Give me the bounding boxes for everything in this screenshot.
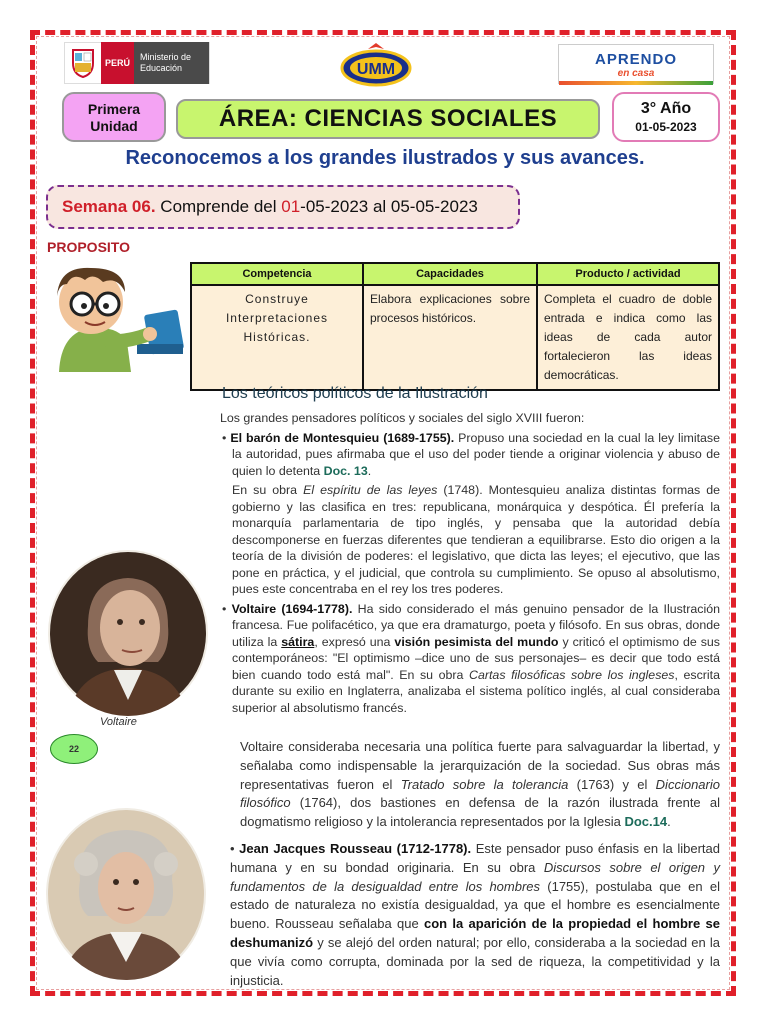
voltaire-text-d: , escrita durante su exilio en Inglaterra, analizaba el sistema político inglés, al cual consideraba superior al absolutismo francés.: [232, 667, 720, 715]
voltaire-portrait: [48, 550, 208, 716]
page-number-badge: 22: [50, 734, 98, 764]
cartas-filosoficas-title: Cartas filosóficas sobre los ingleses: [469, 667, 675, 682]
date-label: 01-05-2023: [635, 120, 697, 134]
proposito-heading: PROPOSITO: [47, 239, 130, 255]
cell-competencia: Construye Interpretaciones Históricas.: [191, 285, 363, 390]
voltaire-text-a: Ha sido considerado el más genuino pensador de la Ilustración francesa. Fue polifacético, ya que era dramaturgo, poeta y filósofo. En sus obras, donde utiliza la: [232, 601, 720, 649]
propiedad-deshumanizo: con la aparición de la propiedad el hombre se deshumanizó: [230, 916, 720, 950]
tratado-tolerancia-title: Tratado sobre la tolerancia: [400, 776, 569, 792]
voltaire-p2-end: .: [667, 814, 671, 830]
page-title: Reconocemos a los grandes ilustrados y sus avances.: [125, 147, 645, 169]
header-capacidades: Capacidades: [363, 263, 537, 285]
montesquieu-p2-b: (1748). Montesquieu analiza distintas formas de gobierno y las clasifica en tres: republicana, monárquica y despótica. Él prefería la monarquía parlamentaria de tipo inglés, y pensaba que la autoridad debía descomponerse en fuerzas diferentes que tendieran a equilibrarse. Esto dio origen a la teoría de la división de poderes: el legislativo, que dicta las leyes; el ejecutivo, que las pone en práctica, y el judicial, que controla su cumplimiento. Se opuso al absolutismo, pues este concentraba en el rey los tres poderes.: [232, 483, 721, 596]
week-box: [46, 185, 520, 229]
week-text-a: Comprende del: [155, 197, 282, 216]
competency-table: [190, 262, 720, 391]
rousseau-paragraph: • Jean Jacques Rousseau (1712-1778). Este pensador puso énfasis en la libertad humana y en su bondad originaria. En su obra Discursos sobre el origen y fundamentos de la desigualdad entre los hombres (1755), postulaba que en el estado de naturaleza no existía desigualdad, ya que el hombre es esencialmente bueno. Rousseau señalaba que con la aparición de la propiedad el hombre se deshumanizó y se alejó del orden natural; por ello, consideraba a la sociedad en la que vivía como corrupta, dominada por la sed de riqueza, la competitividad y la injusticia.: [230, 840, 720, 988]
aprendo-en-casa-logo: [558, 44, 714, 84]
peru-shield-icon: [68, 45, 98, 81]
satira-term: sátira: [281, 634, 315, 649]
voltaire-paragraph: • Voltaire (1694-1778). Ha sido considerado el más genuino pensador de la Ilustración francesa. Fue polifacético, ya que era dramaturgo, poeta y filósofo. En sus obras, donde utiliza la sátira, expresó una visión pesimista del mundo y criticó el optimismo de sus contemporáneos: "El optimismo –dice uno de sus personajes– es decir que todo está bien cuando todo está mal". En su obra Cartas filosóficas sobre los ingleses, escrita durante su exilio en Inglaterra, analizaba el sistema político inglés, al cual consideraba superior al absolutismo francés.: [222, 601, 720, 715]
peru-label: PERÚ: [101, 42, 134, 84]
rousseau-portrait: [46, 808, 206, 980]
header-producto: Producto / actividad: [537, 263, 719, 285]
rousseau-text-a: Este pensador puso énfasis en la libertad humana y en su bondad originaria. En su obra: [230, 840, 720, 875]
montesquieu-end: .: [367, 463, 372, 478]
week-label: Semana 06.: [62, 197, 156, 216]
student-illustration: [45, 262, 187, 372]
aprendo-label: APRENDO: [594, 51, 677, 68]
cell-capacidades: Elabora explicaciones sobre procesos históricos.: [363, 285, 537, 390]
header-competencia: Competencia: [191, 263, 363, 285]
school-logo: [340, 42, 412, 88]
section-body: [220, 410, 720, 719]
montesquieu-paragraph-2: [220, 482, 720, 598]
unit-line2: Unidad: [90, 118, 138, 134]
section-intro: Los grandes pensadores políticos y sociales del siglo XVIII fueron:: [220, 411, 585, 425]
table-header-row: [191, 263, 719, 285]
grade-label: 3° Año: [640, 100, 692, 117]
table-row: [191, 285, 719, 390]
year-badge: [612, 92, 720, 142]
ministry-logo: [64, 42, 210, 84]
week-day-red: 01: [281, 197, 301, 216]
voltaire-text-b: , expresó una: [314, 634, 395, 649]
montesquieu-name: El barón de Montesquieu (1689-1755).: [230, 430, 455, 445]
rousseau-name: Jean Jacques Rousseau (1712-1778).: [239, 840, 472, 856]
unit-badge: [62, 92, 166, 142]
area-title: ÁREA: CIENCIAS SOCIALES: [176, 99, 600, 139]
unit-line1: Primera: [87, 101, 141, 117]
ministry-label: Ministerio de Educación: [134, 42, 209, 84]
voltaire-p2-c: (1764), dos bastiones en defensa de la razón ilustrada frente al dogmatismo religioso y la intolerancia representados por la Iglesia: [240, 795, 720, 830]
voltaire-name: Voltaire (1694-1778).: [231, 601, 353, 616]
aprendo-color-band: [559, 81, 713, 85]
voltaire-p2-a: Voltaire consideraba necesaria una política fuerte para salvaguardar la libertad, y señalaba como indispensable la jerarquización de la sociedad. Sus obras más representativas fueron el: [240, 739, 720, 792]
espiritu-leyes-title: El espíritu de las leyes: [303, 483, 438, 497]
diccionario-filosofico-title: Diccionario filosófico: [240, 776, 720, 811]
section-body-2: [230, 738, 720, 992]
rousseau-text-b: (1755), postulaba que en el estado de naturaleza no existía desigualdad, ya que el hombre es esencialmente bueno. Rousseau señalaba que: [230, 878, 720, 932]
section-title: Los teóricos políticos de la Ilustración: [222, 385, 488, 402]
discursos-title: Discursos sobre el origen y fundamentos de la desigualdad entre los hombres: [230, 859, 720, 894]
voltaire-text-c: y criticó el optimismo de sus contemporáneos: "El optimismo –dice uno de sus personajes– es decir que todo está bien cuando todo está mal". En su obra: [232, 634, 720, 682]
vision-pesimista: visión pesimista del mundo: [394, 634, 559, 649]
voltaire-p2-b: (1763) y el: [568, 776, 656, 792]
rousseau-text-c: y se alejó del orden natural; por ello, consideraba a la sociedad en la que vivía como corrupta, dominada por la sed de riqueza, la competitividad y la injusticia.: [230, 934, 720, 988]
voltaire-paragraph-2: [240, 738, 720, 832]
school-logo-text: UMM: [356, 61, 396, 78]
voltaire-caption: Voltaire: [100, 716, 137, 728]
week-text-b: -05-2023 al 05-05-2023: [300, 197, 478, 216]
en-casa-label: en casa: [617, 68, 655, 79]
doc13-ref: Doc. 13: [323, 463, 368, 478]
cell-producto: Completa el cuadro de doble entrada e indica como las ideas de cada autor fortalecieron las ideas democráticas.: [537, 285, 719, 390]
montesquieu-paragraph: • El barón de Montesquieu (1689-1755). Propuso una sociedad en la cual la ley limitase la autoridad, pues afirmaba que el uso del poder tiende a originar violencia y abuso de quien lo detenta Doc. 13.: [222, 430, 721, 478]
doc14-ref: Doc.14: [624, 814, 668, 830]
montesquieu-text: Propuso una sociedad en la cual la ley limitase la autoridad, pues afirmaba que el uso del poder tiende a originar violencia y abuso de quien lo detenta: [232, 430, 721, 478]
montesquieu-p2-a: En su obra: [232, 483, 304, 497]
